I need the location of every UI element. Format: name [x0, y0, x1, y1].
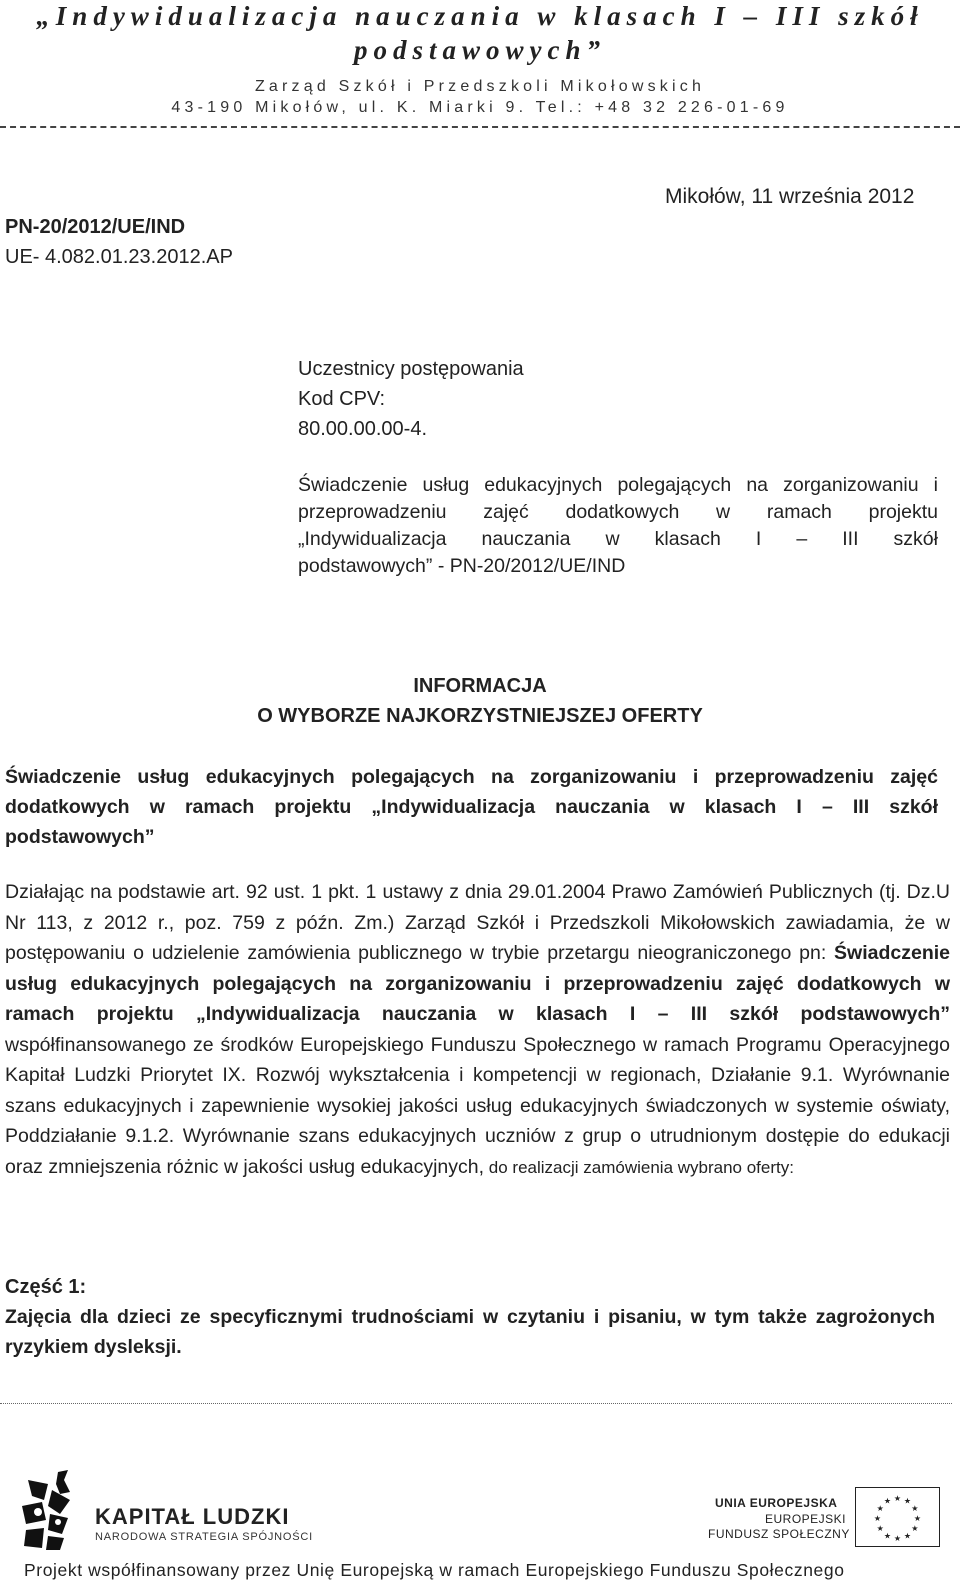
- svg-text:★: ★: [893, 1494, 902, 1503]
- footer-cofinancing-note: Projekt współfinansowany przez Unię Europejską w ramach Europejskiego Funduszu Społecznego: [24, 1560, 845, 1580]
- body-text-part3: współfinansowanego ze środków Europejskiego Funduszu Społecznego w ramach Programu Operacyjnego Kapitał Ludzki Priorytet IX. Rozwój wykształcenia i kompetencji w regionach, Działanie 9.1. Wyrównanie szans edukacyjnych i zapewnienie wysokiej jakości usług edukacyjnych świadczonych w systemie oświaty, Poddziałanie 9.1.2. Wyrównanie szans edukacyjnych uczniów z grup o utrudnionym dostępie do edukacji oraz zmniejszenia różnic w jakości usług edukacyjnych,: [5, 1033, 950, 1178]
- footer-divider: [0, 1403, 952, 1404]
- bold-intro-line1: Świadczenie usług edukacyjnych polegających na zorganizowaniu i przeprowadzeniu zajęć: [5, 766, 938, 788]
- subject-line4: podstawowych” - PN-20/2012/UE/IND: [298, 555, 626, 577]
- subject-line2: przeprowadzeniu zajęć dodatkowych w ramach projektu: [298, 501, 938, 523]
- svg-text:★: ★: [873, 1514, 882, 1523]
- part-label: Część 1:: [5, 1276, 87, 1298]
- kapital-ludzki-logo-icon: [20, 1470, 80, 1552]
- part-title: Zajęcia dla dzieci ze specyficznymi trudnościami w czytaniu i pisaniu, w tym także zagrożonych ryzykiem dysleksji.: [5, 1306, 935, 1358]
- header-org-address: 43-190 Mikołów, ul. K. Miarki 9. Tel.: +48 32 226-01-69: [171, 99, 789, 116]
- svg-text:★: ★: [876, 1504, 884, 1513]
- svg-text:★: ★: [883, 1531, 892, 1541]
- svg-text:★: ★: [883, 1496, 892, 1506]
- recipients-line: Uczestnicy postępowania: [298, 358, 524, 380]
- place-date: Mikołów, 11 września 2012: [665, 185, 915, 208]
- kapital-ludzki-subtitle: NARODOWA STRATEGIA SPÓJNOŚCI: [95, 1531, 313, 1543]
- svg-text:★: ★: [913, 1514, 922, 1523]
- cpv-code: 80.00.00.00-4.: [298, 418, 427, 440]
- header-divider: [0, 126, 960, 128]
- bold-intro-line3: podstawowych”: [5, 826, 155, 848]
- heading-offer-selection: O WYBORZE NAJKORZYSTNIEJSZEJ OFERTY: [257, 705, 703, 727]
- header-org-name: Zarząd Szkół i Przedszkoli Mikołowskich: [254, 78, 706, 95]
- reference-number: PN-20/2012/UE/IND: [5, 216, 186, 238]
- heading-information: INFORMACJA: [413, 675, 547, 697]
- body-text-part1: Działając na podstawie art. 92 ust. 1 pkt. 1 ustawy z dnia 29.01.2004 Prawo Zamówień Publicznych (tj. Dz.U Nr 113, z 2012 r., poz. 759 z późn. Zm.) Zarząd Szkół i Przedszkoli Mikołowskich zawiadamia, że w postępowaniu o udzielenie zamówienia publicznego w trybie przetargu nieograniczonego pn:: [5, 881, 950, 964]
- bold-intro-line2: dodatkowych w ramach projektu „Indywidualizacja nauczania w klasach I – III szkół: [5, 796, 938, 818]
- svg-text:★: ★: [903, 1496, 912, 1506]
- cpv-label: Kod CPV:: [298, 388, 386, 410]
- bold-intro: [5, 762, 938, 852]
- kapital-ludzki-name: KAPITAŁ LUDZKI: [95, 1504, 290, 1529]
- svg-text:★: ★: [903, 1531, 912, 1541]
- eu-fund-line1: EUROPEJSKI: [765, 1512, 847, 1526]
- reference-code: UE- 4.082.01.23.2012.AP: [5, 246, 233, 268]
- header-title-line1: „Indywidualizacja nauczania w klasach I – III szkół: [36, 1, 924, 31]
- body-text-part4: do realizacji zamówienia wybrano oferty:: [484, 1157, 794, 1177]
- subject-line1: Świadczenie usług edukacyjnych polegających na zorganizowaniu i: [298, 474, 938, 496]
- eu-flag-icon: [855, 1487, 940, 1547]
- svg-text:★: ★: [876, 1524, 884, 1533]
- svg-text:★: ★: [911, 1524, 919, 1533]
- subject-block: [298, 472, 938, 580]
- header-title-line2: podstawowych”: [353, 35, 606, 65]
- svg-text:★: ★: [911, 1504, 919, 1513]
- eu-name: UNIA EUROPEJSKA: [715, 1496, 838, 1510]
- body-contract-title: Świadczenie usług edukacyjnych polegających na zorganizowaniu i przeprowadzeniu zajęć dodatkowych w ramach projektu „Indywidualizacja nauczania w klasach I – III szkół podstawowych”: [5, 942, 950, 1025]
- body-paragraph: [5, 877, 950, 1183]
- svg-text:★: ★: [893, 1534, 902, 1543]
- eu-fund-line2: FUNDUSZ SPOŁECZNY: [708, 1527, 850, 1541]
- subject-line3: „Indywidualizacja nauczania w klasach I – III szkół: [298, 528, 938, 550]
